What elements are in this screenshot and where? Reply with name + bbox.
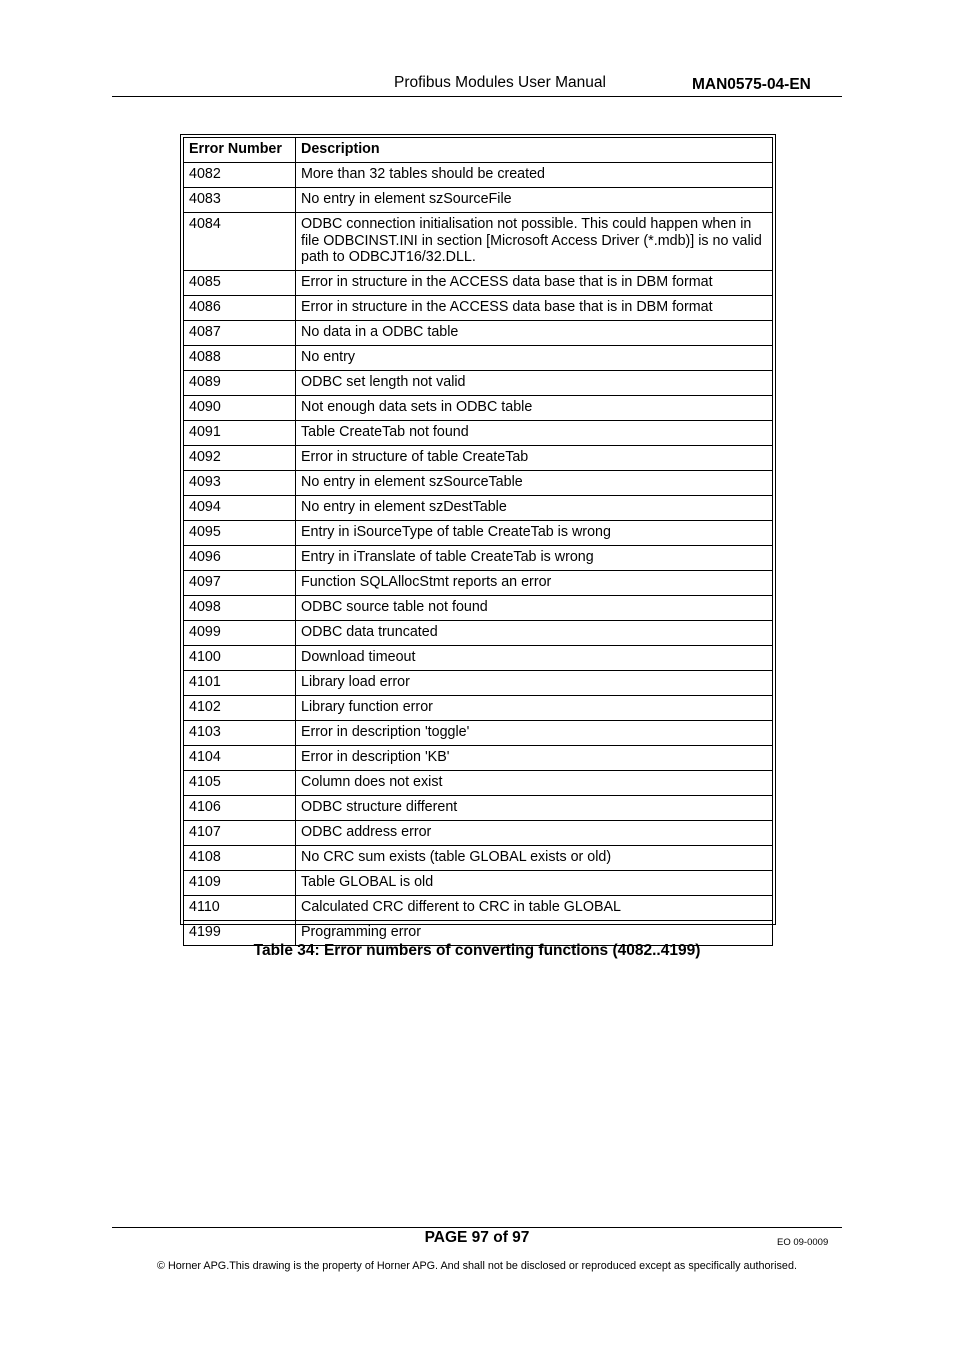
table-row — [184, 695, 773, 720]
description-cell: ODBC source table not found — [296, 595, 773, 620]
error-number-cell: 4093 — [184, 470, 296, 495]
table-row — [184, 870, 773, 895]
table-row — [184, 795, 773, 820]
error-number-cell: 4104 — [184, 745, 296, 770]
table-row — [184, 420, 773, 445]
table-row — [184, 720, 773, 745]
error-number-cell: 4094 — [184, 495, 296, 520]
description-cell: No entry in element szDestTable — [296, 495, 773, 520]
description-cell: No entry — [296, 345, 773, 370]
table-row — [184, 820, 773, 845]
description-cell: Calculated CRC different to CRC in table GLOBAL — [296, 895, 773, 920]
error-number-cell: 4100 — [184, 645, 296, 670]
description-cell: Error in description 'toggle' — [296, 720, 773, 745]
error-number-cell: 4089 — [184, 370, 296, 395]
description-cell: Programming error — [296, 920, 773, 945]
table-row — [184, 620, 773, 645]
description-cell: Column does not exist — [296, 770, 773, 795]
table-row — [184, 395, 773, 420]
error-number-cell: 4199 — [184, 920, 296, 945]
table-row — [184, 570, 773, 595]
error-number-cell: 4103 — [184, 720, 296, 745]
description-cell: No CRC sum exists (table GLOBAL exists or old) — [296, 845, 773, 870]
table-row — [184, 595, 773, 620]
copyright-notice: © Horner APG.This drawing is the property of Horner APG. And shall not be disclosed or reproduced except as specifically authorised. — [157, 1260, 797, 1272]
table-row — [184, 345, 773, 370]
error-table-frame — [180, 134, 776, 940]
table-row — [184, 745, 773, 770]
header-divider — [112, 96, 842, 97]
description-cell: Download timeout — [296, 645, 773, 670]
eo-number: EO 09-0009 — [777, 1237, 829, 1248]
table-row — [184, 495, 773, 520]
description-cell: No entry in element szSourceFile — [296, 188, 773, 213]
description-cell: ODBC set length not valid — [296, 370, 773, 395]
table-row — [184, 845, 773, 870]
table-body — [184, 163, 773, 946]
error-number-cell: 4090 — [184, 395, 296, 420]
table-caption: Table 34: Error numbers of converting functions (4082..4199) — [253, 942, 701, 959]
error-number-cell: 4086 — [184, 295, 296, 320]
footer-divider — [112, 1227, 842, 1228]
error-number-cell: 4105 — [184, 770, 296, 795]
table-row — [184, 445, 773, 470]
table-row — [184, 370, 773, 395]
table-row — [184, 213, 773, 271]
description-cell: Error in description 'KB' — [296, 745, 773, 770]
column-header-error-number: Error Number — [184, 138, 296, 163]
table-row — [184, 895, 773, 920]
error-number-cell: 4108 — [184, 845, 296, 870]
error-number-cell: 4083 — [184, 188, 296, 213]
header-title: Profibus Modules User Manual — [394, 74, 606, 91]
error-number-cell: 4084 — [184, 213, 296, 271]
table-row — [184, 163, 773, 188]
table-row — [184, 320, 773, 345]
error-table — [183, 137, 773, 946]
table-row — [184, 770, 773, 795]
description-cell: Error in structure of table CreateTab — [296, 445, 773, 470]
table-row — [184, 645, 773, 670]
error-number-cell: 4096 — [184, 545, 296, 570]
table-row — [184, 270, 773, 295]
description-cell: No data in a ODBC table — [296, 320, 773, 345]
document-number: MAN0575-04-EN — [692, 76, 811, 93]
error-number-cell: 4106 — [184, 795, 296, 820]
description-cell: Not enough data sets in ODBC table — [296, 395, 773, 420]
error-number-cell: 4097 — [184, 570, 296, 595]
error-number-cell: 4098 — [184, 595, 296, 620]
error-number-cell: 4085 — [184, 270, 296, 295]
description-cell: ODBC connection initialisation not possible. This could happen when in file ODBCINST.INI in section [Microsoft Access Driver (*.mdb)] is no valid path to ODBCJT16/32.DLL. — [296, 213, 773, 271]
description-cell: No entry in element szSourceTable — [296, 470, 773, 495]
table-row — [184, 670, 773, 695]
description-cell: Entry in iSourceType of table CreateTab is wrong — [296, 520, 773, 545]
error-number-cell: 4092 — [184, 445, 296, 470]
error-number-cell: 4101 — [184, 670, 296, 695]
description-cell: Library load error — [296, 670, 773, 695]
description-cell: Entry in iTranslate of table CreateTab is wrong — [296, 545, 773, 570]
error-number-cell: 4095 — [184, 520, 296, 545]
description-cell: Error in structure in the ACCESS data base that is in DBM format — [296, 270, 773, 295]
description-cell: Table GLOBAL is old — [296, 870, 773, 895]
error-number-cell: 4091 — [184, 420, 296, 445]
table-header-row — [184, 138, 773, 163]
description-cell: ODBC data truncated — [296, 620, 773, 645]
description-cell: ODBC structure different — [296, 795, 773, 820]
error-number-cell: 4088 — [184, 345, 296, 370]
description-cell: More than 32 tables should be created — [296, 163, 773, 188]
column-header-description: Description — [296, 138, 773, 163]
description-cell: Library function error — [296, 695, 773, 720]
page-number: PAGE 97 of 97 — [424, 1229, 530, 1246]
table-row — [184, 188, 773, 213]
description-cell: ODBC address error — [296, 820, 773, 845]
error-number-cell: 4087 — [184, 320, 296, 345]
description-cell: Function SQLAllocStmt reports an error — [296, 570, 773, 595]
error-number-cell: 4109 — [184, 870, 296, 895]
table-row — [184, 470, 773, 495]
table-row — [184, 295, 773, 320]
description-cell: Error in structure in the ACCESS data base that is in DBM format — [296, 295, 773, 320]
description-cell: Table CreateTab not found — [296, 420, 773, 445]
error-number-cell: 4107 — [184, 820, 296, 845]
table-row — [184, 545, 773, 570]
error-number-cell: 4082 — [184, 163, 296, 188]
error-number-cell: 4110 — [184, 895, 296, 920]
error-number-cell: 4099 — [184, 620, 296, 645]
table-row — [184, 520, 773, 545]
error-number-cell: 4102 — [184, 695, 296, 720]
